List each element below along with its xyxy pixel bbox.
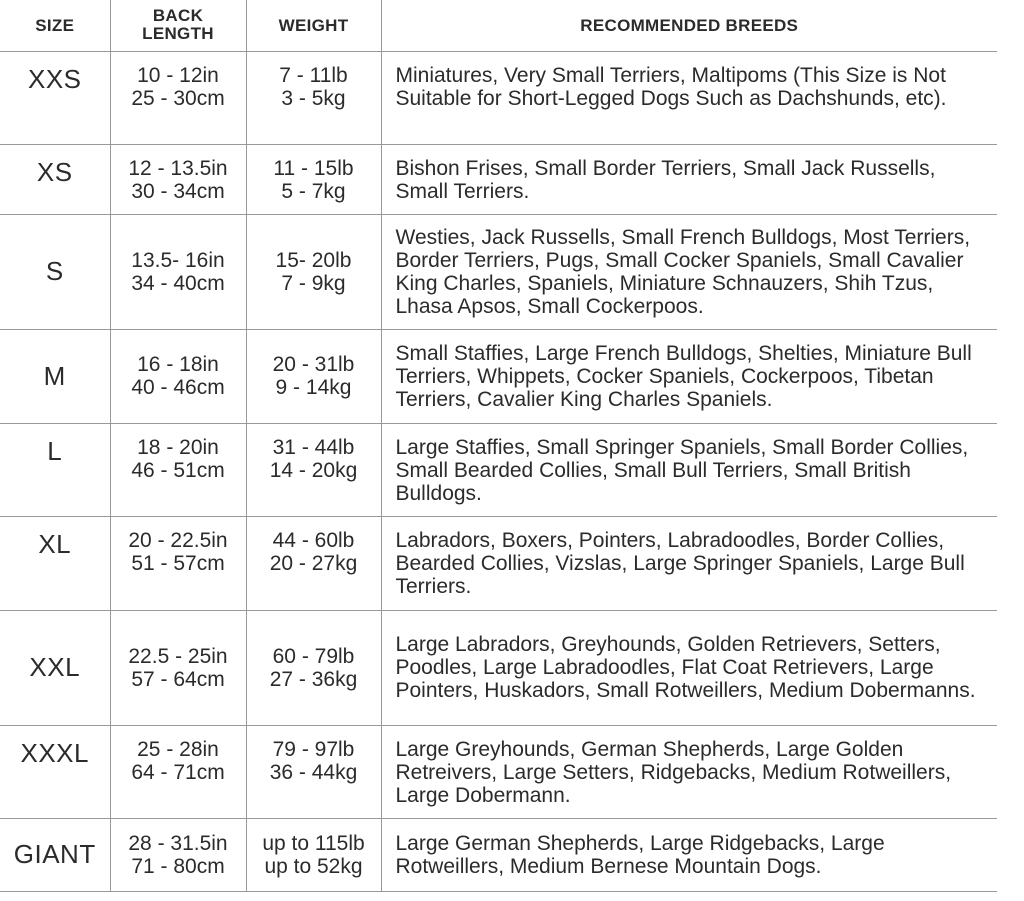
weight-kg: 27 - 36kg [269,667,358,691]
breeds-cell: Bishon Frises, Small Border Terriers, Small Jack Russells, Small Terriers. [381,144,997,214]
weight-cell [246,214,381,329]
weight-kg: 14 - 20kg [269,458,358,482]
back-length-cell [110,818,246,891]
back-length-in: 18 - 20in [137,435,219,459]
table-row [0,610,997,725]
back-length-cell [110,725,246,818]
weight-cell [246,329,381,423]
back-length-in: 16 - 18in [137,353,219,376]
back-length-cell [110,51,246,144]
header-size: SIZE [0,0,110,51]
weight-lb: 11 - 15lb [273,156,354,180]
table-row [0,144,997,214]
header-back-length [110,0,246,51]
size-label: GIANT [0,818,110,891]
table-row [0,51,997,144]
header-back-length-line2: LENGTH [142,24,214,44]
weight-kg: 5 - 7kg [281,179,346,203]
back-length-cm: 51 - 57cm [131,551,225,575]
weight-cell [246,818,381,891]
weight-lb: 31 - 44lb [272,435,355,459]
back-length-cell [110,144,246,214]
back-length-cm: 30 - 34cm [131,179,225,203]
back-length-cm: 64 - 71cm [131,760,225,784]
back-length-in: 13.5- 16in [131,248,225,272]
weight-cell [246,144,381,214]
header-breeds: RECOMMENDED BREEDS [381,0,997,51]
header-row [0,0,997,51]
back-length-cm: 34 - 40cm [131,271,225,295]
back-length-cm: 40 - 46cm [131,376,225,399]
size-label: XS [0,144,110,214]
table-row [0,516,997,610]
breeds-cell: Westies, Jack Russells, Small French Bulldogs, Most Terriers, Border Terriers, Pugs, Small Cocker Spaniels, Small Cavalier King Charles, Spaniels, Miniature Schnauzers, Shih Tzus, Lhasa Apsos, Small Cockerpoos. [381,214,997,329]
breeds-cell: Large Greyhounds, German Shepherds, Large Golden Retreivers, Large Setters, Ridgebacks, Medium Rotweillers, Large Dobermann. [381,725,997,818]
back-length-in: 25 - 28in [137,737,219,761]
weight-lb: 7 - 11lb [279,63,348,87]
back-length-cell [110,423,246,516]
weight-cell [246,725,381,818]
header-back-length-line1: BACK [152,6,204,26]
breeds-cell: Large Labradors, Greyhounds, Golden Retrievers, Setters, Poodles, Large Labradoodles, Flat Coat Retrievers, Large Pointers, Huskadors, Small Rotweillers, Medium Dobermanns. [381,610,997,725]
breeds-cell: Small Staffies, Large French Bulldogs, Shelties, Miniature Bull Terriers, Whippets, Cocker Spaniels, Cockerpoos, Tibetan Terriers, Cavalier King Charles Spaniels. [381,329,997,423]
table-row [0,725,997,818]
weight-kg: 3 - 5kg [281,86,346,110]
size-label: M [0,329,110,423]
size-label: XXXL [0,725,110,818]
weight-cell [246,423,381,516]
weight-lb: 79 - 97lb [272,737,355,761]
table-row [0,214,997,329]
breeds-cell: Large German Shepherds, Large Ridgebacks, Large Rotweillers, Medium Bernese Mountain Dogs. [381,818,997,891]
breeds-cell: Labradors, Boxers, Pointers, Labradoodles, Border Collies, Bearded Collies, Vizslas, Large Springer Spaniels, Large Bull Terriers. [381,516,997,610]
size-label: XXS [0,51,110,144]
table-row [0,818,997,891]
back-length-in: 22.5 - 25in [128,644,228,668]
weight-lb: 44 - 60lb [272,528,355,552]
back-length-in: 10 - 12in [137,63,219,87]
back-length-cm: 46 - 51cm [131,458,225,482]
breeds-cell: Miniatures, Very Small Terriers, Maltipoms (This Size is Not Suitable for Short-Legged Dogs Such as Dachshunds, etc). [381,51,997,144]
weight-lb: up to 115lb [262,831,365,855]
back-length-cell [110,516,246,610]
back-length-cell [110,214,246,329]
weight-kg: 7 - 9kg [281,271,346,295]
weight-lb: 15- 20lb [275,248,352,272]
back-length-in: 28 - 31.5in [128,831,228,855]
size-label: L [0,423,110,516]
breeds-cell: Large Staffies, Small Springer Spaniels, Small Border Collies, Small Bearded Collies, Small Bull Terriers, Small British Bulldogs. [381,423,997,516]
weight-cell [246,610,381,725]
header-weight: WEIGHT [246,0,381,51]
weight-kg: 9 - 14kg [275,376,352,399]
back-length-cm: 71 - 80cm [131,854,225,878]
back-length-in: 20 - 22.5in [128,528,228,552]
back-length-cm: 25 - 30cm [131,86,225,110]
size-label: XXL [0,610,110,725]
table-row [0,423,997,516]
weight-kg: up to 52kg [264,854,363,878]
table-row [0,329,997,423]
weight-cell [246,516,381,610]
size-label: S [0,214,110,329]
size-label: XL [0,516,110,610]
back-length-cell [110,610,246,725]
weight-lb: 60 - 79lb [272,644,355,668]
weight-cell [246,51,381,144]
weight-kg: 36 - 44kg [269,760,358,784]
back-length-in: 12 - 13.5in [128,156,228,180]
weight-kg: 20 - 27kg [269,551,358,575]
back-length-cell [110,329,246,423]
back-length-cm: 57 - 64cm [131,667,225,691]
weight-lb: 20 - 31lb [272,353,355,376]
